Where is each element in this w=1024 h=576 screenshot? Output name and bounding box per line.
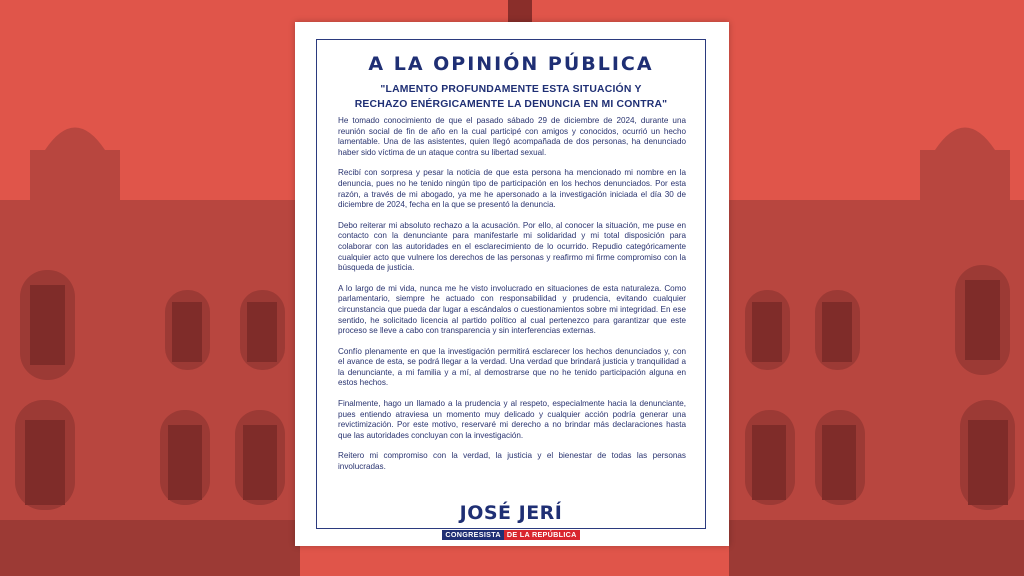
subtitle-line-1: "LAMENTO PROFUNDAMENTE ESTA SITUACIÓN Y [380,84,642,95]
paragraph: A lo largo de mi vida, nunca me he visto involucrado en situaciones de esta naturaleza. Como parlamentario, siempre he actuado con responsabilidad y prudencia, evitando cualquier circunstancia que pueda dar lugar a escándalos o cuestionamientos sobre mi integridad. En ese sentido, he solicitado licencia al partido político al cual pertenezco para garantizar que este proceso se lleve a cabo con transparencia y sin interferencias externas. [338,283,686,336]
signature-role-part2: DE LA REPÚBLICA [504,530,580,540]
paragraph: Confío plenamente en que la investigación permitirá esclarecer los hechos denunciados y, con el avance de esta, se podrá llegar a la verdad. Una verdad que brindará justicia y tranquilidad a la denunciante, a mi familia y a mí, al demostrarse que no he tenido participación alguna en estos hechos. [338,346,686,388]
statement-subtitle [327,82,695,112]
paragraph: Reitero mi compromiso con la verdad, la justicia y el bienestar de todas las personas involucradas. [338,451,686,472]
statement-body [338,116,686,483]
signature-block [317,502,705,542]
signature-name: JOSÉ JERÍ [459,502,563,524]
paragraph: Debo reiterar mi absoluto rechazo a la acusación. Por ello, al conocer la situación, me puse en contacto con la denunciante para manifestarle mi solidaridad y mi total disposición para colaborar con las autoridades en el esclarecimiento de lo ocurrido. Repudio categóricamente cualquier acto que vulnere los derechos de las personas y reafirmo mi firme compromiso con la búsqueda de justicia. [338,220,686,273]
statement-border-frame [316,39,706,539]
statement-card [295,22,729,546]
paragraph: Finalmente, hago un llamado a la prudencia y al respeto, especialmente hacia la denunciante, pues entiendo atraviesa un momento muy delicado y cualquier acción podría generar una revictimización. Por este motivo, reservaré mi derecho a no brindar más declaraciones hasta que las autoridades concluyan con la investigación. [338,399,686,440]
signature-role-part1: CONGRESISTA [442,530,503,540]
paragraph: Recibí con sorpresa y pesar la noticia de que esta persona ha mencionado mi nombre en la denuncia, pues no he tenido ningún tipo de participación en los hechos denunciados. Por esta razón, a través de mi abogado, ya me he apersonado a la investigación iniciada el día 30 de diciembre de 2024, fecha en la que se presentó la denuncia. [338,168,686,210]
paragraph: He tomado conocimiento de que el pasado sábado 29 de diciembre de 2024, durante una reunión social de fin de año en la cual participé con amigos y conocidos, ocurrió un hecho lamentable. Una de las asistentes, quien llegó acompañada de dos personas, ha denunciado haber sido víctima de un ataque contra su libertad sexual. [338,116,686,157]
subtitle-line-2: RECHAZO ENÉRGICAMENTE LA DENUNCIA EN MI CONTRA" [354,99,668,110]
statement-title: A LA OPINIÓN PÚBLICA [368,53,654,75]
signature-role [442,530,579,540]
